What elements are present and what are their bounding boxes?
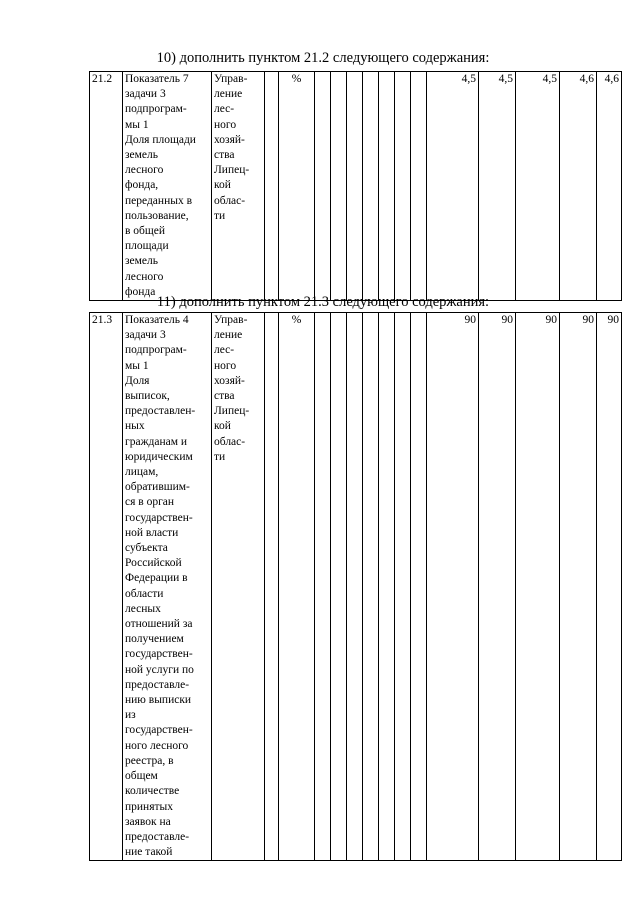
- empty-cell: [379, 313, 395, 861]
- value-cell: 90: [427, 313, 479, 861]
- executor-name: Управ- ление лес- ного хозяй- ства Липец- кой облас- ти: [212, 72, 265, 301]
- section-heading-21-3: 11) дополнить пунктом 21.3 следующего содержания:: [156, 294, 490, 310]
- value-cell: 90: [597, 313, 622, 861]
- unit-cell: %: [279, 72, 315, 301]
- empty-cell: [363, 72, 379, 301]
- value-cell: 4,5: [479, 72, 516, 301]
- indicator-table-21-3: [89, 312, 622, 861]
- empty-cell: [265, 313, 279, 861]
- indicator-description: Показатель 7 задачи 3 подпрограм- мы 1 Доля площади земель лесного фонда, переданных в пользование, в общей площади земель лесного фонда: [123, 72, 212, 301]
- row-number: 21.2: [90, 72, 123, 301]
- value-cell: 4,5: [427, 72, 479, 301]
- empty-cell: [411, 313, 427, 861]
- table-row: [90, 313, 622, 861]
- value-cell: 90: [516, 313, 560, 861]
- value-cell: 4,5: [516, 72, 560, 301]
- section-heading-21-2: 10) дополнить пунктом 21.2 следующего содержания:: [156, 50, 490, 66]
- unit-cell: %: [279, 313, 315, 861]
- empty-cell: [379, 72, 395, 301]
- empty-cell: [315, 72, 331, 301]
- indicator-table-21-2: [89, 71, 622, 301]
- empty-cell: [331, 313, 347, 861]
- table-row: [90, 72, 622, 301]
- executor-name: Управ- ление лес- ного хозяй- ства Липец- кой облас- ти: [212, 313, 265, 861]
- row-number: 21.3: [90, 313, 123, 861]
- empty-cell: [347, 72, 363, 301]
- value-cell: 90: [479, 313, 516, 861]
- value-cell: 90: [560, 313, 597, 861]
- empty-cell: [411, 72, 427, 301]
- empty-cell: [315, 313, 331, 861]
- empty-cell: [395, 313, 411, 861]
- value-cell: 4,6: [597, 72, 622, 301]
- empty-cell: [331, 72, 347, 301]
- value-cell: 4,6: [560, 72, 597, 301]
- empty-cell: [265, 72, 279, 301]
- empty-cell: [395, 72, 411, 301]
- empty-cell: [347, 313, 363, 861]
- empty-cell: [363, 313, 379, 861]
- indicator-description: Показатель 4 задачи 3 подпрограм- мы 1 Доля выписок, предоставлен- ных гражданам и юридическим лицам, обратившим- ся в орган государствен- ной власти субъекта Российской Федерации в области лесных отношений за получением государствен- ной услуги по предоставле- нию выписки из государствен- ного лесного реестра, в общем количестве принятых заявок на предоставле- ние такой: [123, 313, 212, 861]
